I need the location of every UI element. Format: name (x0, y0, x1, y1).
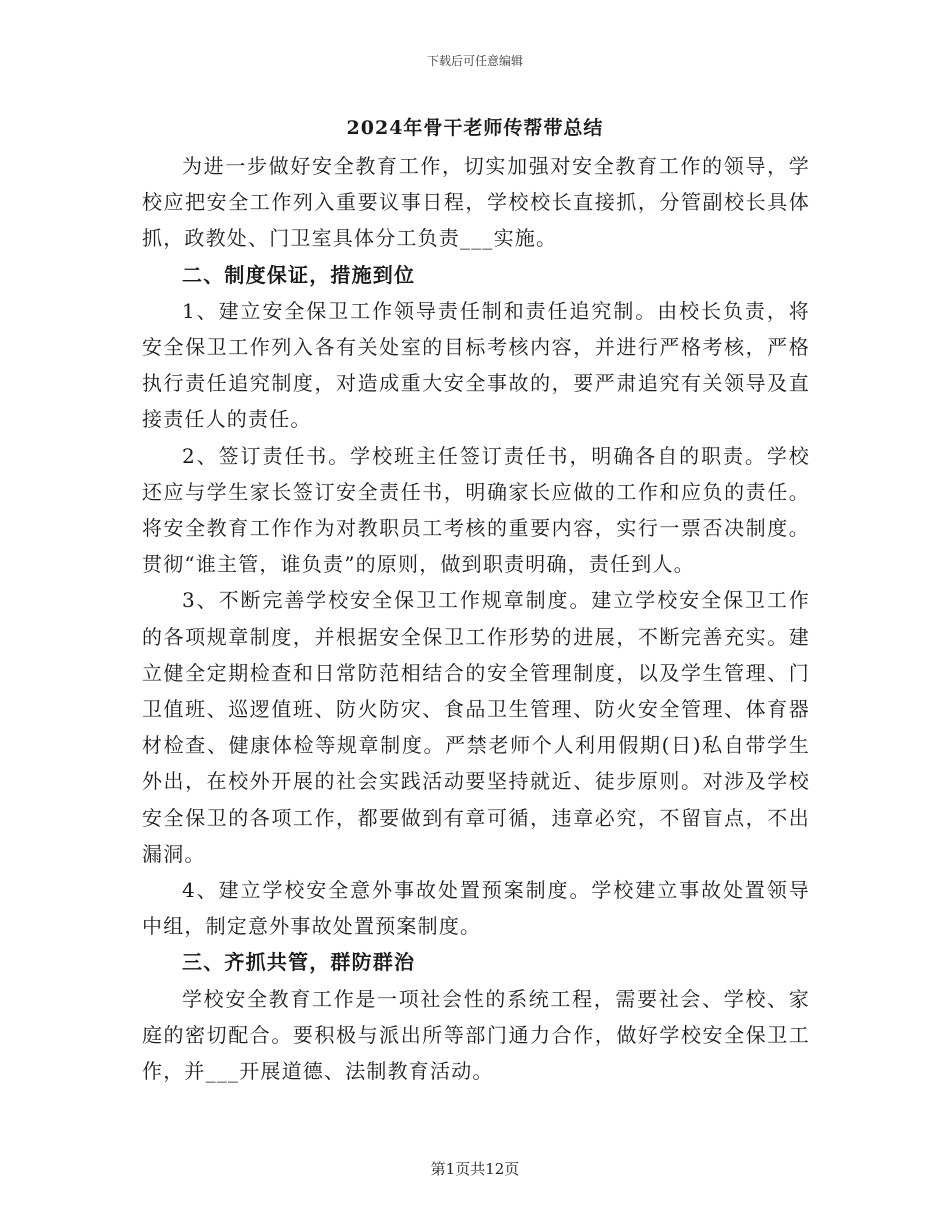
section2-paragraph-2: 2、签订责任书。学校班主任签订责任书，明确各自的职责。学校还应与学生家长签订安全责任书，明确家长应做的工作和应负的责任。将安全教育工作作为对教职员工考核的重要内容，实行一票否决制度。贯彻“谁主管，谁负责”的原则，做到职责明确，责任到人。 (142, 443, 810, 577)
section2-paragraph-3: 3、不断完善学校安全保卫工作规章制度。建立学校安全保卫工作的各项规章制度，并根据安全保卫工作形势的进展，不断完善充实。建立健全定期检查和日常防范相结合的安全管理制度，以及学生管理、门卫值班、巡逻值班、防火防灾、食品卫生管理、防火安全管理、体育器材检查、健康体检等规章制度。严禁老师个人利用假期(日)私自带学生外出，在校外开展的社会实践活动要坚持就近、徒步原则。对涉及学校安全保卫的各项工作，都要做到有章可循，违章必究，不留盲点，不出漏洞。 (142, 588, 810, 866)
section3-paragraph-1: 学校安全教育工作是一项社会性的系统工程，需要社会、学校、家庭的密切配合。要积极与派出所等部门通力合作，做好学校安全保卫工作，并___开展道德、法制教育活动。 (142, 986, 810, 1084)
section-heading-3: 三、齐抓共管，群防群治 (182, 950, 416, 975)
section2-paragraph-4: 4、建立学校安全意外事故处置预案制度。学校建立事故处置领导中组，制定意外事故处置预案制度。 (142, 878, 810, 939)
section2-paragraph-1: 1、建立安全保卫工作领导责任制和责任追究制。由校长负责，将安全保卫工作列入各有关处室的目标考核内容，并进行严格考核，严格执行责任追究制度，对造成重大安全事故的，要严肃追究有关领导及直接责任人的责任。 (142, 298, 810, 432)
document-body (142, 148, 810, 1089)
page-header-note: 下载后可任意编辑 (426, 54, 523, 68)
section-heading-2: 二、制度保证，措施到位 (182, 262, 416, 287)
document-title: 2024年骨干老师传帮带总结 (346, 117, 604, 139)
intro-paragraph: 为进一步做好安全教育工作，切实加强对安全教育工作的领导，学校应把安全工作列入重要议事日程，学校校长直接抓，分管副校长具体抓，政教处、门卫室具体分工负责___实施。 (142, 154, 810, 251)
page-number-footer: 第1页共12页 (430, 1160, 520, 1178)
